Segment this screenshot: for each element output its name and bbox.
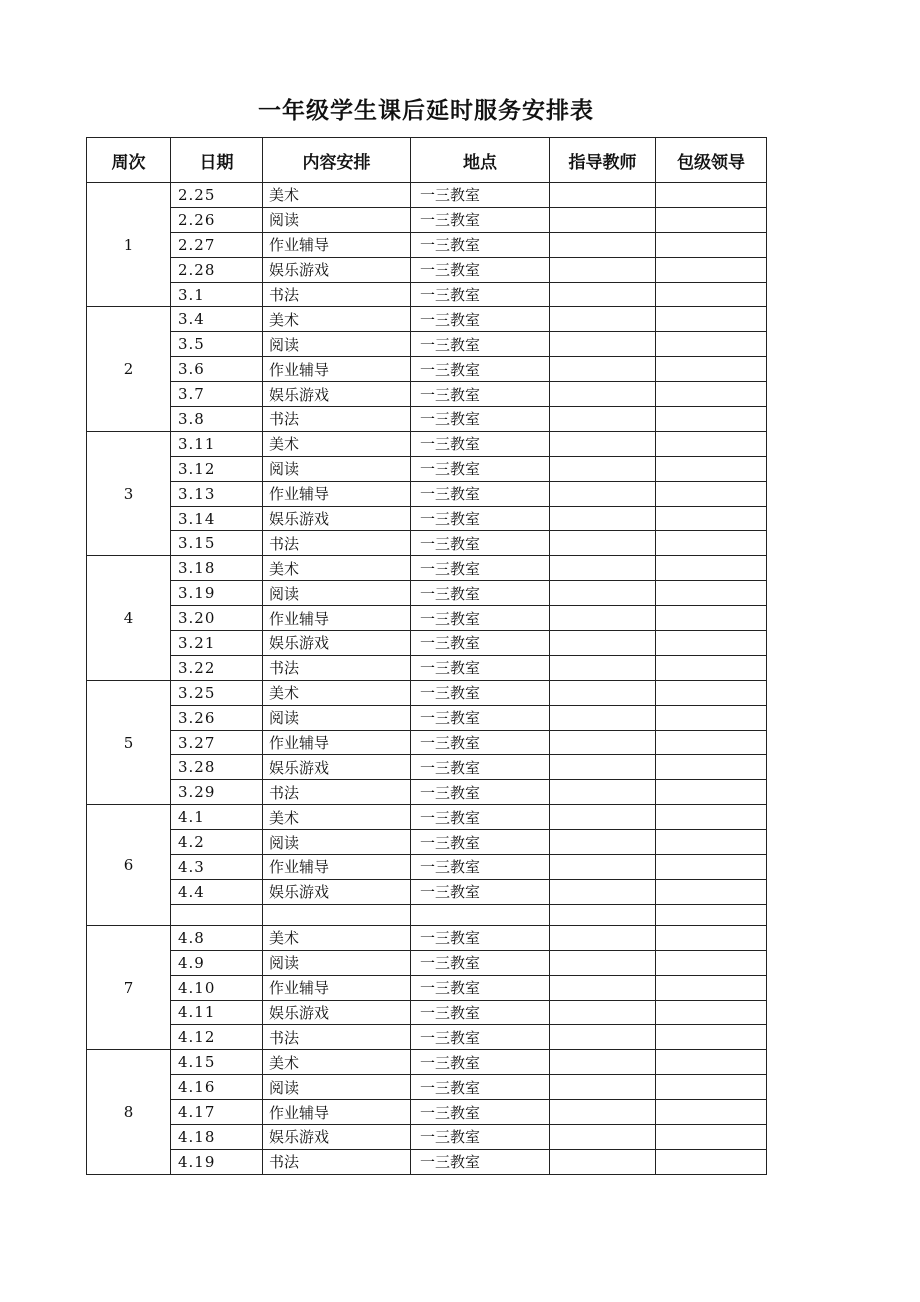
place-cell: 一三教室 [411, 631, 550, 656]
table-row [87, 631, 767, 656]
date-cell: 3.1 [171, 282, 263, 307]
leader-cell [656, 755, 767, 780]
header-row [87, 138, 767, 183]
teacher-cell [550, 631, 656, 656]
teacher-cell [550, 481, 656, 506]
week-number: 5 [87, 680, 171, 804]
header-teacher: 指导教师 [550, 138, 656, 183]
date-cell: 3.29 [171, 780, 263, 805]
schedule-table [86, 137, 767, 1175]
table-row [87, 705, 767, 730]
place-cell: 一三教室 [411, 680, 550, 705]
table-row [87, 357, 767, 382]
date-cell: 4.2 [171, 830, 263, 855]
leader-cell [656, 232, 767, 257]
leader-cell [656, 805, 767, 830]
week-number: 3 [87, 431, 171, 555]
table-row [87, 925, 767, 950]
leader-cell [656, 556, 767, 581]
table-row [87, 655, 767, 680]
date-cell: 4.10 [171, 975, 263, 1000]
teacher-cell [550, 730, 656, 755]
leader-cell [656, 705, 767, 730]
date-cell: 4.4 [171, 879, 263, 904]
teacher-cell [550, 855, 656, 880]
teacher-cell [550, 456, 656, 481]
header-content: 内容安排 [263, 138, 411, 183]
teacher-cell [550, 357, 656, 382]
content-cell: 作业辅导 [263, 1100, 411, 1125]
content-cell: 娱乐游戏 [263, 1000, 411, 1025]
table-row [87, 1025, 767, 1050]
place-cell: 一三教室 [411, 975, 550, 1000]
blank-cell [656, 904, 767, 925]
teacher-cell [550, 655, 656, 680]
content-cell: 阅读 [263, 1075, 411, 1100]
teacher-cell [550, 1000, 656, 1025]
week-number: 8 [87, 1050, 171, 1174]
table-row [87, 780, 767, 805]
teacher-cell [550, 1075, 656, 1100]
leader-cell [656, 879, 767, 904]
content-cell: 娱乐游戏 [263, 506, 411, 531]
leader-cell [656, 780, 767, 805]
table-row [87, 950, 767, 975]
teacher-cell [550, 581, 656, 606]
content-cell: 美术 [263, 431, 411, 456]
date-cell: 3.5 [171, 332, 263, 357]
place-cell: 一三教室 [411, 382, 550, 407]
place-cell: 一三教室 [411, 950, 550, 975]
date-cell: 3.18 [171, 556, 263, 581]
place-cell: 一三教室 [411, 1149, 550, 1174]
teacher-cell [550, 382, 656, 407]
teacher-cell [550, 680, 656, 705]
table-row [87, 531, 767, 556]
teacher-cell [550, 830, 656, 855]
teacher-cell [550, 307, 656, 332]
content-cell: 作业辅导 [263, 357, 411, 382]
week-number: 7 [87, 925, 171, 1049]
leader-cell [656, 431, 767, 456]
leader-cell [656, 730, 767, 755]
teacher-cell [550, 183, 656, 208]
content-cell: 美术 [263, 307, 411, 332]
teacher-cell [550, 925, 656, 950]
table-row [87, 332, 767, 357]
teacher-cell [550, 257, 656, 282]
table-row [87, 1050, 767, 1075]
content-cell: 娱乐游戏 [263, 1124, 411, 1149]
table-row [87, 407, 767, 432]
teacher-cell [550, 879, 656, 904]
place-cell: 一三教室 [411, 730, 550, 755]
place-cell: 一三教室 [411, 531, 550, 556]
place-cell: 一三教室 [411, 1124, 550, 1149]
date-cell: 3.12 [171, 456, 263, 481]
leader-cell [656, 1000, 767, 1025]
table-row [87, 730, 767, 755]
leader-cell [656, 830, 767, 855]
place-cell: 一三教室 [411, 257, 550, 282]
table-row [87, 481, 767, 506]
table-row [87, 431, 767, 456]
date-cell: 4.8 [171, 925, 263, 950]
date-cell: 3.20 [171, 606, 263, 631]
header-week: 周次 [87, 138, 171, 183]
content-cell: 娱乐游戏 [263, 879, 411, 904]
teacher-cell [550, 332, 656, 357]
leader-cell [656, 1075, 767, 1100]
date-cell: 3.8 [171, 407, 263, 432]
place-cell: 一三教室 [411, 780, 550, 805]
week-number: 2 [87, 307, 171, 431]
table-row [87, 1149, 767, 1174]
date-cell: 2.27 [171, 232, 263, 257]
table-row [87, 879, 767, 904]
place-cell: 一三教室 [411, 431, 550, 456]
content-cell: 书法 [263, 780, 411, 805]
place-cell: 一三教室 [411, 655, 550, 680]
place-cell: 一三教室 [411, 357, 550, 382]
leader-cell [656, 680, 767, 705]
date-cell: 3.27 [171, 730, 263, 755]
date-cell: 4.18 [171, 1124, 263, 1149]
date-cell: 3.13 [171, 481, 263, 506]
header-leader: 包级领导 [656, 138, 767, 183]
table-row [87, 456, 767, 481]
leader-cell [656, 481, 767, 506]
leader-cell [656, 1100, 767, 1125]
content-cell: 娱乐游戏 [263, 382, 411, 407]
date-cell: 3.6 [171, 357, 263, 382]
place-cell: 一三教室 [411, 232, 550, 257]
week-number: 1 [87, 183, 171, 307]
place-cell: 一三教室 [411, 307, 550, 332]
table-row [87, 282, 767, 307]
place-cell: 一三教室 [411, 481, 550, 506]
leader-cell [656, 1149, 767, 1174]
leader-cell [656, 631, 767, 656]
place-cell: 一三教室 [411, 1075, 550, 1100]
date-cell: 3.21 [171, 631, 263, 656]
teacher-cell [550, 606, 656, 631]
content-cell: 作业辅导 [263, 481, 411, 506]
leader-cell [656, 655, 767, 680]
table-row [87, 805, 767, 830]
place-cell: 一三教室 [411, 456, 550, 481]
table-row [87, 606, 767, 631]
content-cell: 娱乐游戏 [263, 755, 411, 780]
content-cell: 美术 [263, 805, 411, 830]
table-row [87, 232, 767, 257]
date-cell: 4.1 [171, 805, 263, 830]
teacher-cell [550, 1050, 656, 1075]
teacher-cell [550, 431, 656, 456]
date-cell: 3.22 [171, 655, 263, 680]
date-cell: 2.28 [171, 257, 263, 282]
table-header [87, 138, 767, 183]
table-row [87, 556, 767, 581]
teacher-cell [550, 531, 656, 556]
page-title: 一年级学生课后延时服务安排表 [258, 98, 594, 124]
content-cell: 美术 [263, 925, 411, 950]
content-cell: 美术 [263, 556, 411, 581]
place-cell: 一三教室 [411, 332, 550, 357]
table-row [87, 755, 767, 780]
teacher-cell [550, 232, 656, 257]
table-row [87, 257, 767, 282]
leader-cell [656, 1025, 767, 1050]
date-cell: 3.28 [171, 755, 263, 780]
date-cell: 4.19 [171, 1149, 263, 1174]
leader-cell [656, 855, 767, 880]
blank-row [87, 904, 767, 925]
table-row [87, 1000, 767, 1025]
table-row [87, 1100, 767, 1125]
table-row [87, 830, 767, 855]
teacher-cell [550, 805, 656, 830]
content-cell: 阅读 [263, 705, 411, 730]
content-cell: 书法 [263, 531, 411, 556]
date-cell: 4.12 [171, 1025, 263, 1050]
date-cell: 3.15 [171, 531, 263, 556]
date-cell: 3.14 [171, 506, 263, 531]
place-cell: 一三教室 [411, 581, 550, 606]
table-row [87, 855, 767, 880]
place-cell: 一三教室 [411, 1025, 550, 1050]
leader-cell [656, 975, 767, 1000]
place-cell: 一三教室 [411, 755, 550, 780]
table-row [87, 207, 767, 232]
leader-cell [656, 456, 767, 481]
place-cell: 一三教室 [411, 855, 550, 880]
leader-cell [656, 407, 767, 432]
date-cell: 3.7 [171, 382, 263, 407]
teacher-cell [550, 556, 656, 581]
place-cell: 一三教室 [411, 1000, 550, 1025]
leader-cell [656, 257, 767, 282]
leader-cell [656, 357, 767, 382]
place-cell: 一三教室 [411, 506, 550, 531]
leader-cell [656, 506, 767, 531]
content-cell: 阅读 [263, 581, 411, 606]
place-cell: 一三教室 [411, 1100, 550, 1125]
teacher-cell [550, 705, 656, 730]
teacher-cell [550, 1025, 656, 1050]
teacher-cell [550, 1124, 656, 1149]
leader-cell [656, 581, 767, 606]
place-cell: 一三教室 [411, 830, 550, 855]
place-cell: 一三教室 [411, 183, 550, 208]
leader-cell [656, 531, 767, 556]
content-cell: 作业辅导 [263, 730, 411, 755]
teacher-cell [550, 207, 656, 232]
content-cell: 美术 [263, 183, 411, 208]
date-cell: 3.19 [171, 581, 263, 606]
content-cell: 作业辅导 [263, 232, 411, 257]
date-cell: 3.25 [171, 680, 263, 705]
date-cell: 2.25 [171, 183, 263, 208]
place-cell: 一三教室 [411, 1050, 550, 1075]
content-cell: 作业辅导 [263, 975, 411, 1000]
leader-cell [656, 1050, 767, 1075]
table-row [87, 506, 767, 531]
header-date: 日期 [171, 138, 263, 183]
date-cell: 3.4 [171, 307, 263, 332]
content-cell: 美术 [263, 680, 411, 705]
leader-cell [656, 307, 767, 332]
date-cell: 4.15 [171, 1050, 263, 1075]
place-cell: 一三教室 [411, 925, 550, 950]
content-cell: 阅读 [263, 332, 411, 357]
leader-cell [656, 207, 767, 232]
place-cell: 一三教室 [411, 556, 550, 581]
blank-cell [263, 904, 411, 925]
blank-cell [171, 904, 263, 925]
date-cell: 4.3 [171, 855, 263, 880]
date-cell: 3.11 [171, 431, 263, 456]
leader-cell [656, 606, 767, 631]
table-row [87, 183, 767, 208]
content-cell: 作业辅导 [263, 855, 411, 880]
teacher-cell [550, 506, 656, 531]
content-cell: 娱乐游戏 [263, 631, 411, 656]
date-cell: 4.16 [171, 1075, 263, 1100]
place-cell: 一三教室 [411, 879, 550, 904]
teacher-cell [550, 407, 656, 432]
table-body [87, 183, 767, 1175]
teacher-cell [550, 282, 656, 307]
table-row [87, 1075, 767, 1100]
content-cell: 娱乐游戏 [263, 257, 411, 282]
header-place: 地点 [411, 138, 550, 183]
date-cell: 4.17 [171, 1100, 263, 1125]
date-cell: 3.26 [171, 705, 263, 730]
leader-cell [656, 332, 767, 357]
place-cell: 一三教室 [411, 805, 550, 830]
content-cell: 阅读 [263, 830, 411, 855]
table-row [87, 1124, 767, 1149]
teacher-cell [550, 1149, 656, 1174]
content-cell: 阅读 [263, 950, 411, 975]
content-cell: 书法 [263, 282, 411, 307]
date-cell: 2.26 [171, 207, 263, 232]
content-cell: 阅读 [263, 456, 411, 481]
place-cell: 一三教室 [411, 207, 550, 232]
content-cell: 书法 [263, 655, 411, 680]
leader-cell [656, 1124, 767, 1149]
blank-cell [550, 904, 656, 925]
blank-cell [411, 904, 550, 925]
teacher-cell [550, 950, 656, 975]
leader-cell [656, 950, 767, 975]
content-cell: 阅读 [263, 207, 411, 232]
leader-cell [656, 183, 767, 208]
content-cell: 书法 [263, 407, 411, 432]
leader-cell [656, 282, 767, 307]
table-row [87, 382, 767, 407]
teacher-cell [550, 1100, 656, 1125]
teacher-cell [550, 755, 656, 780]
table-row [87, 975, 767, 1000]
table-row [87, 307, 767, 332]
teacher-cell [550, 780, 656, 805]
leader-cell [656, 925, 767, 950]
leader-cell [656, 382, 767, 407]
week-number: 6 [87, 805, 171, 926]
content-cell: 美术 [263, 1050, 411, 1075]
date-cell: 4.9 [171, 950, 263, 975]
place-cell: 一三教室 [411, 606, 550, 631]
content-cell: 作业辅导 [263, 606, 411, 631]
place-cell: 一三教室 [411, 282, 550, 307]
place-cell: 一三教室 [411, 407, 550, 432]
table-row [87, 680, 767, 705]
date-cell: 4.11 [171, 1000, 263, 1025]
week-number: 4 [87, 556, 171, 680]
table-row [87, 581, 767, 606]
content-cell: 书法 [263, 1025, 411, 1050]
teacher-cell [550, 975, 656, 1000]
content-cell: 书法 [263, 1149, 411, 1174]
place-cell: 一三教室 [411, 705, 550, 730]
